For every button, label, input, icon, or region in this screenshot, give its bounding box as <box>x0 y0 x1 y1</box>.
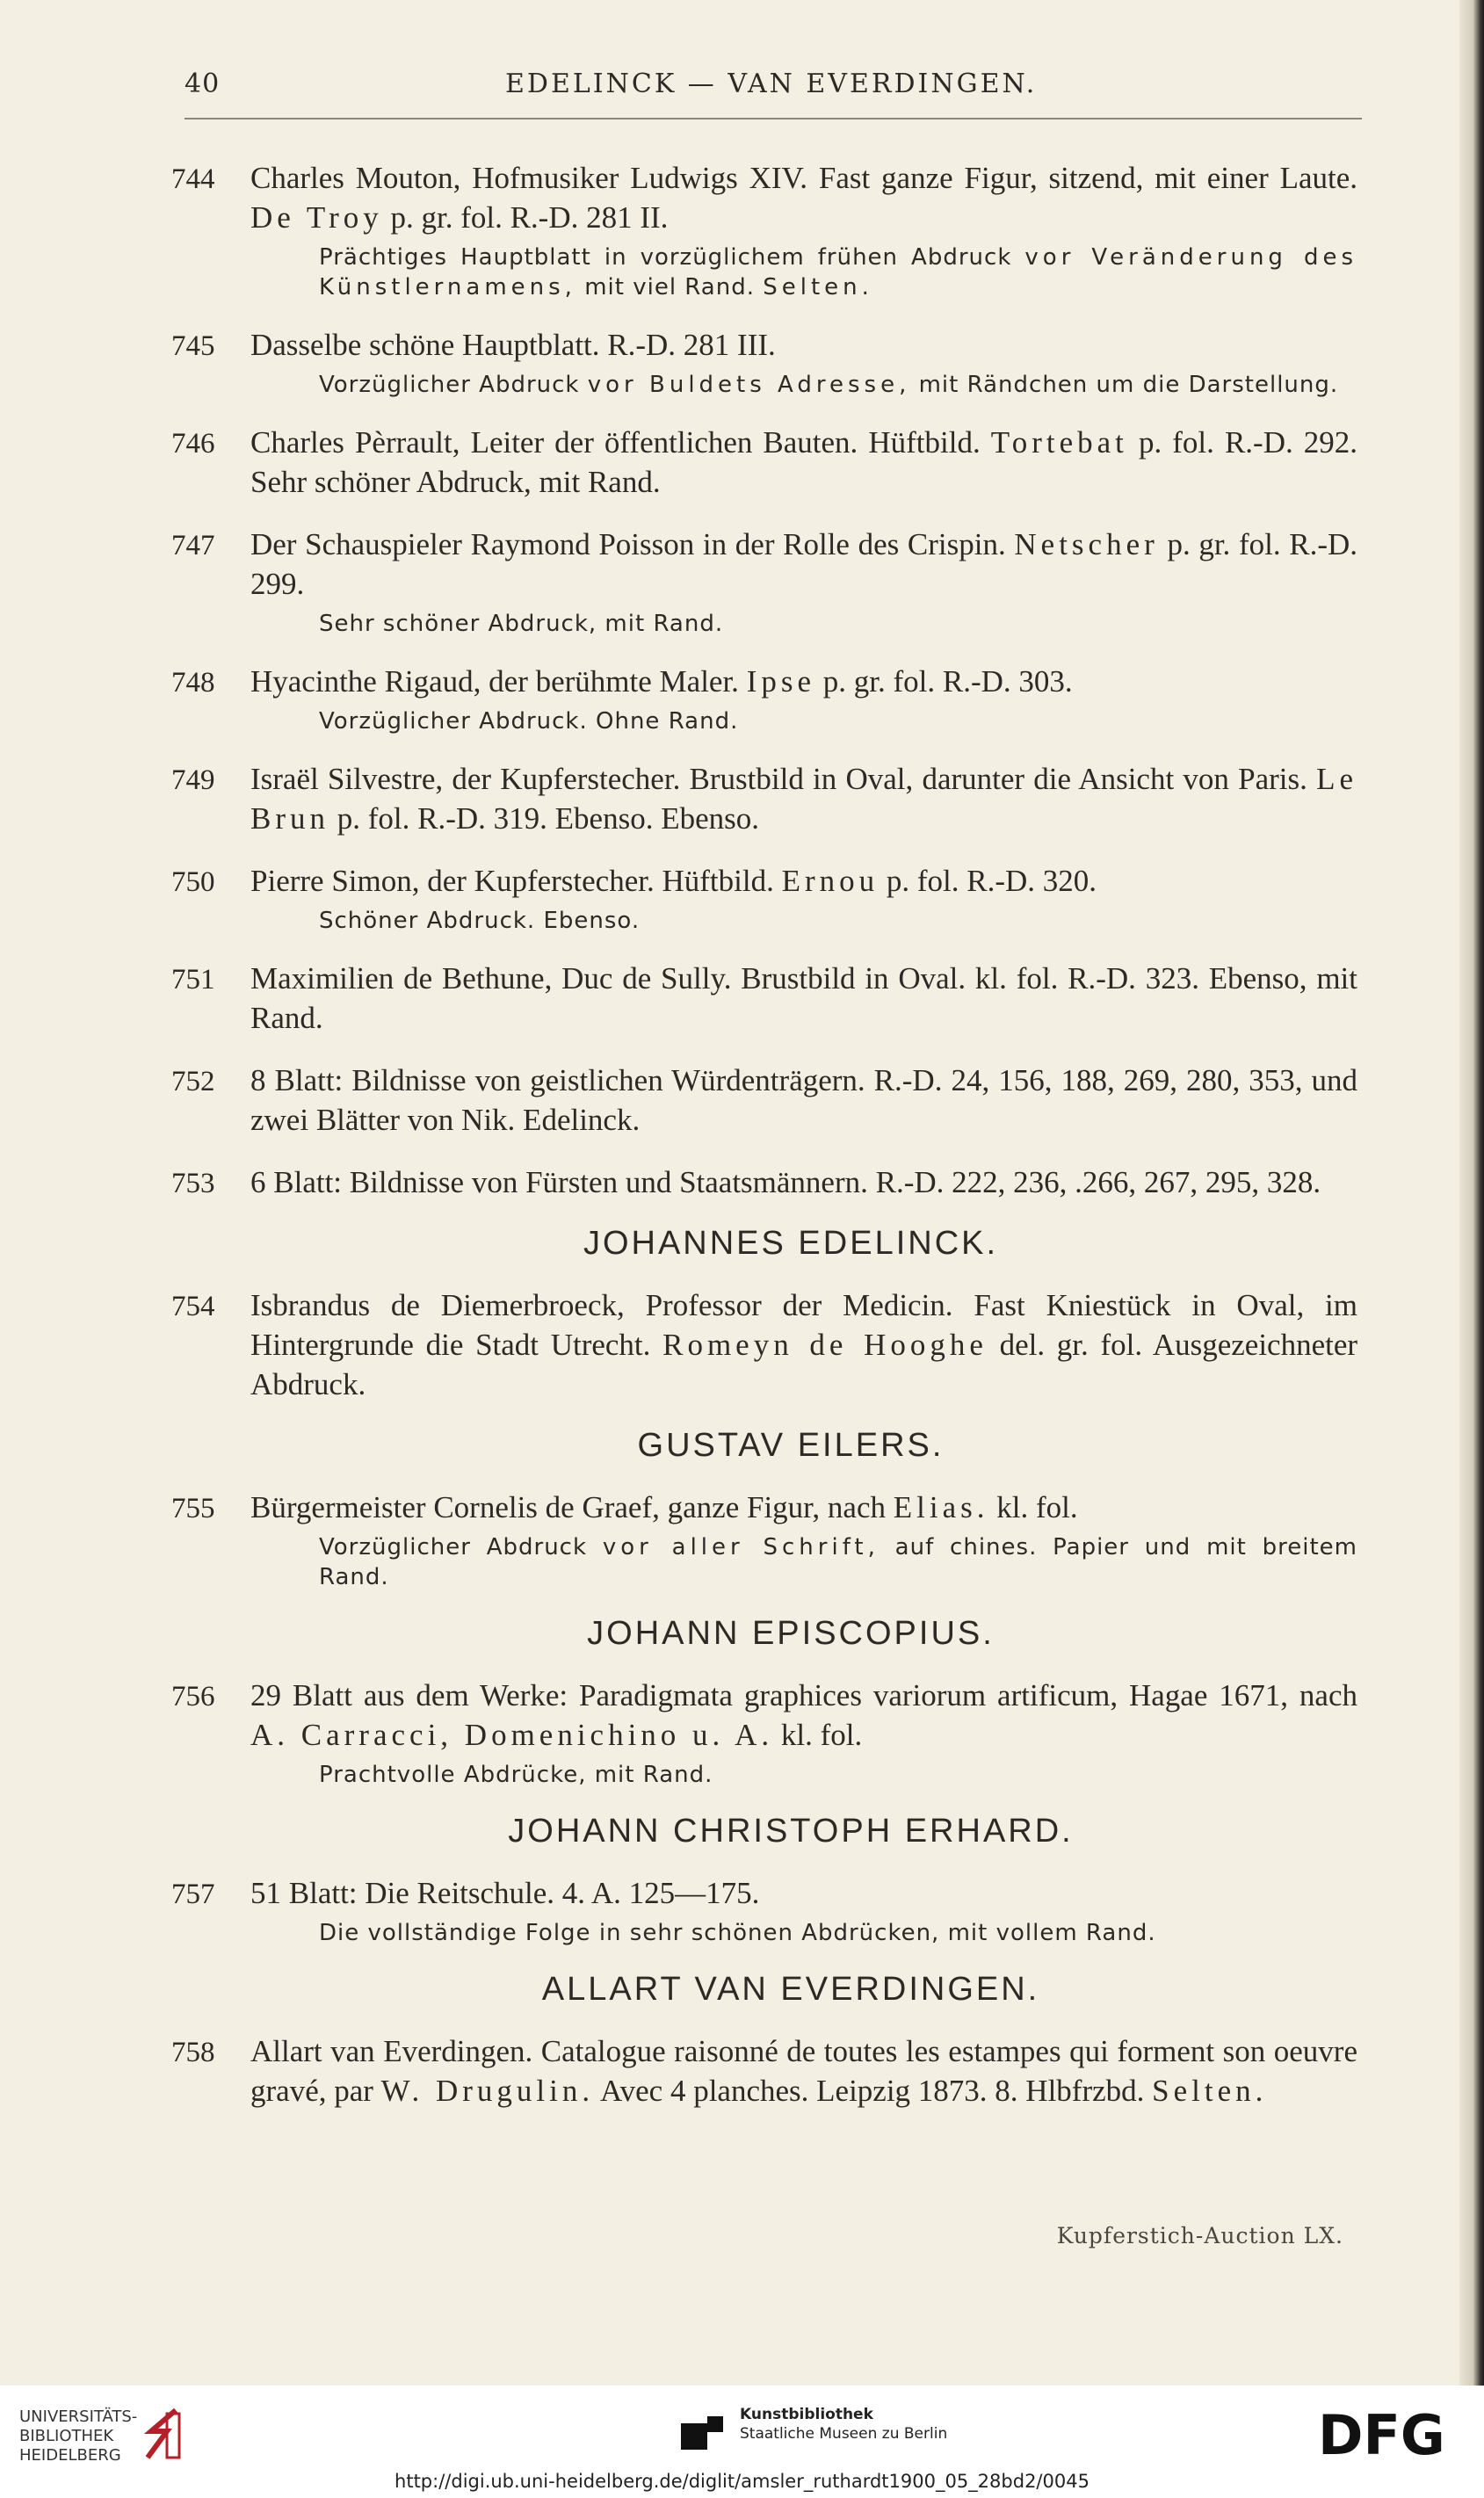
catalogue-entry <box>171 662 1357 736</box>
entry-text: Isbrandus de Diemerbroeck, Professor der Medicin. Fast Kniestück in Oval, im Hintergrunde die Stadt Utrecht. Romeyn de Hooghe del. gr. fol. Ausgezeichneter Abdruck. <box>250 1288 1358 1401</box>
entry-number: 755 <box>171 1493 215 1524</box>
artist-name: Elias. <box>893 1490 989 1524</box>
catalogue-entry <box>171 1676 1357 1790</box>
catalogue-entry <box>171 423 1357 502</box>
catalogue-entry <box>171 525 1357 639</box>
artist-name: Romeyn de Hooghe <box>662 1328 988 1362</box>
entry-number: 757 <box>171 1879 215 1910</box>
entry-number: 748 <box>171 667 215 699</box>
artist-name: Tortebat <box>990 425 1128 460</box>
artist-name: Ernou <box>781 864 880 898</box>
entry-text: Der Schauspieler Raymond Poisson in der Rolle des Crispin. Netscher p. gr. fol. R.-D. 299. <box>250 527 1358 601</box>
dfg-logo-text: DFG <box>1318 2403 1445 2465</box>
entry-text: Hyacinthe Rigaud, der berühmte Maler. Ipse p. gr. fol. R.-D. 303. <box>250 664 1073 699</box>
entry-number: 744 <box>171 163 215 195</box>
entry-text: Israël Silvestre, der Kupferstecher. Brustbild in Oval, darunter die Ansicht von Paris. Le Brun p. fol. R.-D. 319. Ebenso. Ebenso. <box>250 762 1358 836</box>
entry-number: 749 <box>171 764 215 796</box>
artist-name: Netscher <box>1014 527 1159 561</box>
catalogue-entry <box>171 1488 1357 1592</box>
artist-name: A. Carracci, Domenichino u. A. <box>250 1718 774 1752</box>
page-header <box>185 69 1362 104</box>
entry-text: Allart van Everdingen. Catalogue raisonné de toutes les estampes qui forment son oeuvre gravé, par W. Drugulin. Avec 4 planches. Leipzig 1873. 8. Hlbfrzbd. Selten. <box>250 2034 1357 2108</box>
catalogue-entry <box>171 759 1357 838</box>
catalogue-entry <box>171 1061 1357 1140</box>
artist-name: Le Brun <box>250 762 1358 836</box>
section-heading: JOHANN EPISCOPIUS. <box>587 1615 995 1652</box>
entry-number: 758 <box>171 2037 215 2068</box>
catalogue-entry <box>171 2031 1357 2111</box>
page-number: 40 <box>185 69 221 99</box>
entry-note: Vorzüglicher Abdruck. Ohne Rand. <box>319 708 739 735</box>
entry-text: Charles Pèrrault, Leiter der öffentlichen Bauten. Hüftbild. Tortebat p. fol. R.-D. 292. Sehr schöner Abdruck, mit Rand. <box>250 425 1358 499</box>
entry-number: 756 <box>171 1681 215 1712</box>
entry-note: Prachtvolle Abdrücke, mit Rand. <box>319 1762 713 1788</box>
entry-text: 29 Blatt aus dem Werke: Paradigmata graphices variorum artificum, Hagae 1671, nach A. Carracci, Domenichino u. A. kl. fol. <box>250 1678 1357 1752</box>
catalogue-entry <box>171 1873 1357 1948</box>
page-edge <box>1459 0 1484 2386</box>
entry-text: Dasselbe schöne Hauptblatt. R.-D. 281 III. <box>250 328 776 362</box>
signature-line: Kupferstich-Auction LX. <box>1056 2223 1343 2248</box>
entry-text: Charles Mouton, Hofmusiker Ludwigs XIV. Fast ganze Figur, sitzend, mit einer Laute. De Troy p. gr. fol. R.-D. 281 II. <box>250 161 1357 235</box>
section-heading: GUSTAV EILERS. <box>637 1427 945 1464</box>
entry-note: Die vollständige Folge in sehr schönen Abdrücken, mit vollem Rand. <box>319 1920 1156 1946</box>
entry-number: 746 <box>171 428 215 460</box>
kunstbibliothek-logo-text: Kunstbibliothek Staatliche Museen zu Berlin <box>740 2406 948 2443</box>
catalogue-entry <box>171 325 1357 400</box>
entry-note: Vorzüglicher Abdruck vor Buldets Adresse, mit Rändchen um die Darstellung. <box>319 372 1339 398</box>
entry-note: Sehr schöner Abdruck, mit Rand. <box>319 611 724 637</box>
section-heading: JOHANNES EDELINCK. <box>583 1225 999 1262</box>
catalogue-entry <box>171 1162 1357 1202</box>
entry-number: 751 <box>171 964 215 996</box>
running-title: EDELINCK — VAN EVERDINGEN. <box>505 69 1038 99</box>
catalogue-entry <box>171 959 1357 1038</box>
kunstbibliothek-logo-icon <box>681 2416 723 2451</box>
entry-text: Maximilien de Bethune, Duc de Sully. Brustbild in Oval. kl. fol. R.-D. 323. Ebenso, mit Rand. <box>250 961 1357 1035</box>
catalogue-entry <box>171 1285 1357 1404</box>
digitization-footer <box>0 2386 1484 2498</box>
catalogue-entry <box>171 861 1357 936</box>
entry-text: Pierre Simon, der Kupferstecher. Hüftbild. Ernou p. fol. R.-D. 320. <box>250 864 1097 898</box>
artist-name: De Troy <box>250 200 383 235</box>
entry-number: 752 <box>171 1066 215 1097</box>
dfg-logo <box>1318 2403 1467 2465</box>
header-rule <box>185 118 1362 119</box>
section-heading: ALLART VAN EVERDINGEN. <box>541 1971 1040 2008</box>
entry-note: Prächtiges Hauptblatt in vorzüglichem frühen Abdruck vor Veränderung des Künstlernamens, mit viel Rand. Selten. <box>319 244 1358 300</box>
source-url[interactable]: http://digi.ub.uni-heidelberg.de/diglit/amsler_ruthardt1900_05_28bd2/0045 <box>395 2471 1089 2492</box>
entry-number: 747 <box>171 530 215 561</box>
entry-number: 754 <box>171 1291 215 1322</box>
entry-text: 8 Blatt: Bildnisse von geistlichen Würdenträgern. R.-D. 24, 156, 188, 269, 280, 353, und zwei Blätter von Nik. Edelinck. <box>250 1063 1357 1137</box>
artist-name: Ipse <box>746 664 815 699</box>
entry-note: Schöner Abdruck. Ebenso. <box>319 908 641 934</box>
university-library-logo-text: UNIVERSITÄTS- BIBLIOTHEK HEIDELBERG <box>19 2407 138 2465</box>
entry-number: 745 <box>171 330 215 362</box>
entry-text: 6 Blatt: Bildnisse von Fürsten und Staatsmännern. R.-D. 222, 236, .266, 267, 295, 328. <box>250 1165 1321 1199</box>
catalogue-content <box>171 132 1357 2111</box>
entry-number: 753 <box>171 1168 215 1199</box>
entry-note: Vorzüglicher Abdruck vor aller Schrift, auf chines. Papier und mit breitem Rand. <box>319 1534 1357 1590</box>
artist-name: W. Drugulin. <box>380 2074 595 2108</box>
section-heading: JOHANN CHRISTOPH ERHARD. <box>508 1813 1074 1850</box>
university-seal-icon <box>141 2405 183 2463</box>
entry-text: 51 Blatt: Die Reitschule. 4. A. 125—175. <box>250 1876 760 1910</box>
entry-number: 750 <box>171 866 215 898</box>
catalogue-entry <box>171 158 1357 302</box>
entry-text: Bürgermeister Cornelis de Graef, ganze Figur, nach Elias. kl. fol. <box>250 1490 1078 1524</box>
